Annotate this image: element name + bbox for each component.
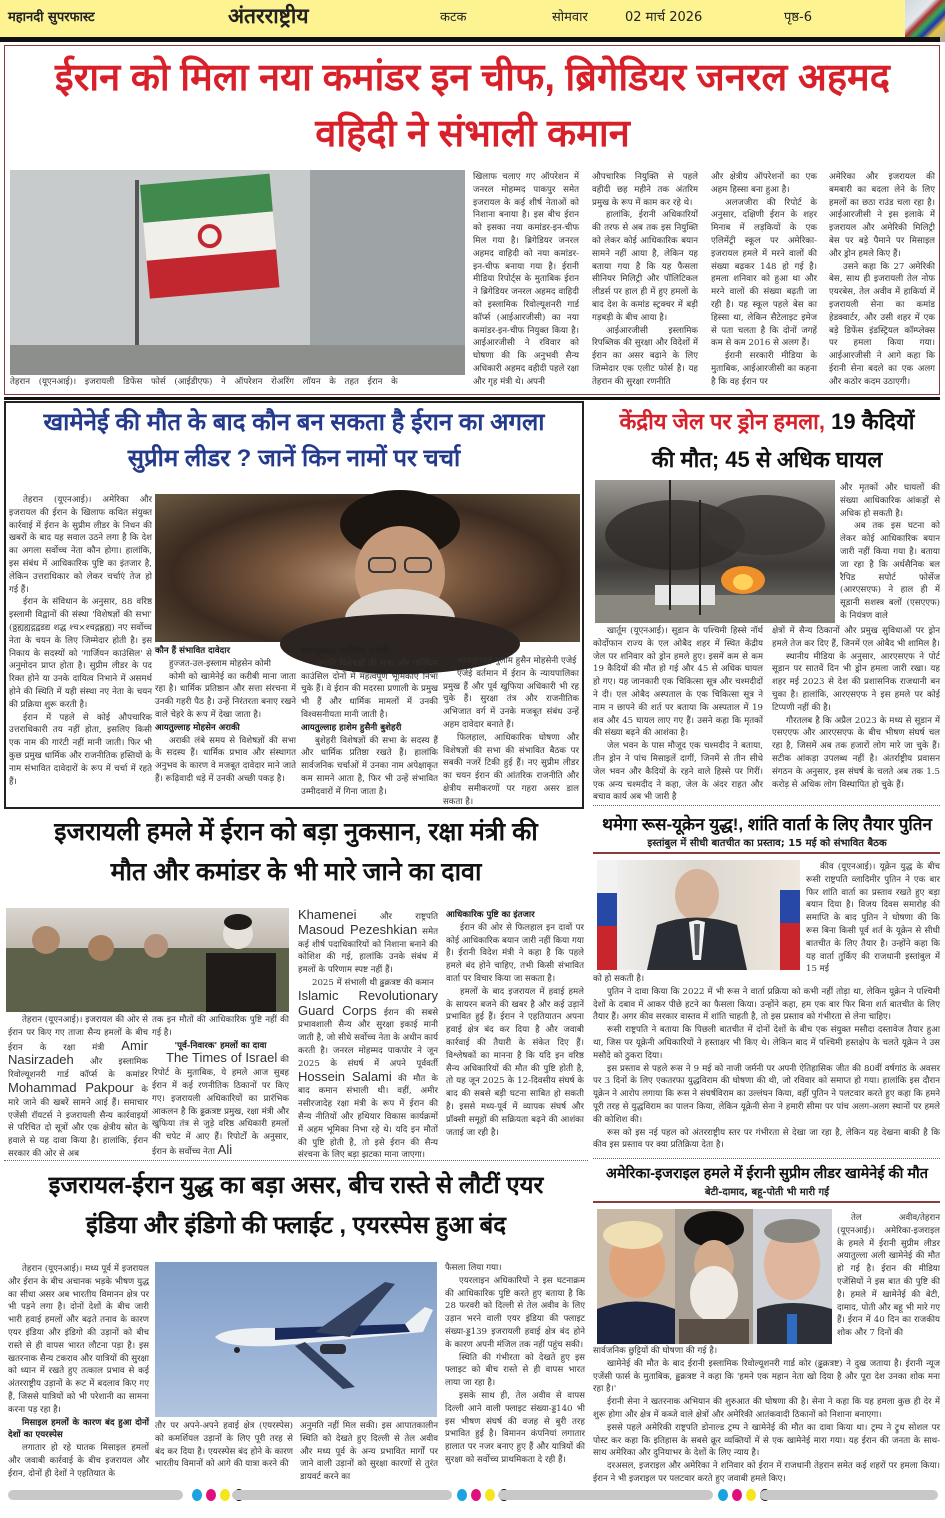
magenta-dot: [471, 1489, 481, 1501]
paper-name: महानदी सुपरफास्ट: [8, 10, 95, 25]
candidate-name: हुज्जत-उल-इस्लाम मोहसेन कोमी: [169, 658, 272, 669]
yellow-dot: [746, 1489, 756, 1501]
story6-side: [837, 1212, 940, 1345]
story4-col4: [446, 909, 584, 1157]
story3-col1: [593, 625, 763, 803]
headline-red-part: केंद्रीय जेल पर ड्रोन हमला,: [619, 409, 825, 434]
story2-col4: [443, 655, 579, 807]
city: कटक: [440, 10, 467, 25]
story5-headline: थमेगा रूस-यूक्रेन युद्ध!, शांति वार्ता के लिए तैयार पुतिन: [602, 815, 932, 834]
story7-col1: [8, 1263, 149, 1493]
story4-col1: [8, 1014, 149, 1159]
iranian-officials-photo: [6, 908, 289, 1012]
story6-subhead: बेटी-दामाद, बहू-पोती भी मारी गईं: [704, 1187, 830, 1198]
paragraph: बुशेहरी विशेषज्ञों की सभा के सदस्य हैं और धार्मिक प्रतिष्ठा रखते हैं। हालांकि सार्वजनिक चर्चाओं में उनका नाम अपेक्षाकृत कम सामने आता है, फिर भी उन्हें संभावित उम्मीदवारों में गिना जाता है।: [301, 735, 438, 797]
text-run: के मारे जाने की खबरें सामने आई हैं। समाचार एजेंसी रॉयटर्स ने इजरायली सैन्य कार्रवाइयों से परिचित दो सूत्रों और एक क्षेत्रीय स्रोत के हवाले से यह दावा किया है। हालांकि, ईरान सरकार की ओर से अब: [8, 1084, 149, 1159]
text-run: ईरान की सबसे प्रभावशाली सैन्य और सुरक्षा इकाई मानी जाती है, जो सीधे सर्वोच्च नेता के अधीन कार्य करती है। जनरल मोहम्मद पाकपोर ने जून 2025 के संघर्ष में अपने पूर्ववर्ती: [298, 1007, 439, 1069]
iran-flag-photo: [10, 170, 465, 375]
trump-khamenei-netanyahu-icon: [597, 1209, 832, 1344]
paragraph: आईआरजीसी इस्लामिक रिपब्लिक की सुरक्षा और विदेशों में ईरान का असर बढ़ाने के लिए जिम्मेदार एक एलीट फोर्स है। यह तेहरान की सुरक्षा रणनीति: [592, 325, 698, 387]
person-name: Ali: [217, 1141, 233, 1157]
story1-col4: [829, 171, 935, 389]
story2-col3: [301, 645, 438, 807]
section-divider: [4, 397, 940, 400]
headline-line: इजरायल-ईरान युद्ध का बड़ा असर, बीच रास्ते से लौटीं एयर: [48, 1172, 544, 1199]
paragraph: एजेई वर्तमान में ईरान के न्यायपालिका प्रमुख हैं और पूर्व खुफिया अधिकारी भी रह चुके हैं। सुरक्षा तंत्र और राजनीतिक अभिजात वर्ग में उनके मजबूत संबंध उन्हें अहम दावेदार बनाते हैं।: [443, 668, 579, 730]
putin-photo: [597, 860, 800, 970]
page-number: पृष्ठ-6: [784, 10, 813, 25]
story5-side: [806, 861, 940, 973]
paragraph: दरअसल, इजराइल और अमेरिका ने शनिवार को ईरान में राजधानी तेहरान समेत कई शहरों पर हमला किया। ईरान ने भी इजराइल पर पलटवार करते हुए जवाबी हमले किए।: [593, 1461, 940, 1484]
cyan-dot: [718, 1489, 728, 1501]
paragraph: खामेनेई की मौत के बाद ईरानी इस्लामिक रिवोल्यूशनरी गार्ड कोर (ढ्ढक्रत्रष्ट) ने दुख जताया है। ईरानी न्यूज एजेंसी फार्स के मुताबिक, ढ्ढक्रत्रष्ट ने कहा कि 'हमने एक महान नेता खो दिया है और पूरा देश उनका शोक मना रहा है।': [593, 1358, 940, 1395]
footer-bar-left: [8, 1490, 183, 1500]
headline-line: इजरायली हमले में ईरान को बड़ा नुकसान, रक्षा मंत्री की: [54, 818, 538, 846]
paragraph: तक इन मौतों की आधिकारिक पुष्टि नहीं की गई है।: [152, 1015, 289, 1038]
headline-line: सुप्रीम लीडर ? जानें किन नामों पर चर्चा: [127, 445, 461, 472]
story5-body: [593, 973, 940, 1158]
officials-group-icon: [6, 908, 289, 1012]
paragraph: अलजजीरा की रिपोर्ट के अनुसार, दक्षिणी ईरान के शहर मिनाब में लड़कियों के एक एलिमेंट्री स्कूल पर अमेरिका-इजरायल हमले में मरने वालों की संख्या बढ़कर 148 हो गई है। हमला शनिवार को हुआ था और मरने वालों की संख्या बढ़ती जा रही है। यह स्कूल पहले बेस का हिस्सा था, लेकिन सैटेलाइट इमेज से पता चलता है कि दोनों जगहें कम से कम 2016 से अलग हैं।: [711, 197, 817, 349]
story3-headline: [592, 403, 942, 479]
paragraph: लगातार हो रहे घातक मिसाइल हमलों और जवाबी कार्रवाई के बीच इजरायल और ईरान, दोनों ही देशों ने एहतियात के: [8, 1443, 149, 1479]
indigo-plane-photo: [155, 1262, 437, 1417]
paragraph: ईरान के संविधान के अनुसार, 88 वरिष्ठ इस्लामी विद्वानों की संस्था 'विशेषज्ञों की सभा' (ठ्ठह्यह्यद्गद्वडद्य शद्ध श्च×श्चद्गह्लह्य) नए सर्वोच्च नेता के चयन के लिए जिम्मेदार होती है। इस निकाय के सदस्यों को 'गार्जियन काउंसिल' से अनुमोदन प्राप्त होता है। सुप्रीम लीडर के पद रिक्त होने या उनके दायित्व निभाने में असमर्थ होने की स्थिति में यही संस्था नए नेता के चयन की प्रक्रिया शुरू करती है।: [9, 597, 152, 710]
paragraph: जेल भवन के पास मौजूद एक चश्मदीद ने बताया, तीन ड्रोन ने पांच मिसाइलें दागीं, जिनमें से तीन सीधे जेल भवन और कैदियों के रहने वाले हिस्से पर गिरीं। एक अन्य चश्मदीद ने कहा, जेल के अंदर राहत और बचाव कार्य अब भी जारी है: [593, 741, 763, 803]
dotted-divider: [593, 1158, 940, 1159]
paragraph: गौरतलब है कि अप्रैल 2023 के मध्य से सूडान में एसएएफ और आरएसएफ के बीच भीषण संघर्ष चल रहा है, जिसमें अब तक हजारों लोग मारे जा चुके हैं। सटीक आंकड़ा उपलब्ध नहीं है। अंतर्राष्ट्रीय प्रवासन संगठन के अनुसार, इस संघर्ष के चलते अब तक 1.5 करोड़ से अधिक लोग विस्थापित हो चुके हैं।: [772, 715, 940, 790]
story4-col2: [152, 1014, 289, 1156]
person-name: Masoud Pezeshkian: [298, 921, 418, 937]
paragraph: तेहरान (यूएनआई)। मध्य पूर्व में इजरायल और ईरान के बीच अचानक भड़के भीषण युद्ध का सीधा असर अब भारतीय विमानन क्षेत्र पर भी पड़ने लगा है। दोनों देशों के बीच जारी भारी हवाई हमलों और बढ़ते तनाव के कारण एयर इंडिया और इंडिगो की उड़ानों को बीच रास्ते से ही वापस भारत लौटना पड़ा है। इस खतरनाक सैन्य टकराव और यात्रियों की सुरक्षा को ध्यान में रखते हुए तत्काल प्रभाव से कई अंतरराष्ट्रीय उड़ानों के रूट में बदलाव किए गए हैं, जिससे यात्रियों को भी परेशानी का सामना करना पड़ रहा है।: [8, 1264, 149, 1415]
paragraph: खार्तूम (यूएनआई)। सूडान के पश्चिमी हिस्से नॉर्थ कोर्दोफान राज्य के एल ओबैद शहर में स्थित केंद्रीय जेल पर शनिवार को ड्रोन हमले हुए। इसमें कम से कम 19 कैदियों की मौत हो गई और 45 से अधिक घायल हो गए। यह जानकारी एक चिकित्सा सूत्र और चश्मदीदों ने दी। एल ओबैद अस्पताल के एक चिकित्सा सूत्र ने नाम न छापने की शर्त पर बताया कि अस्पताल में 19 शव और 45 घायल लाए गए हैं। उसने कहा कि मृतकों की संख्या बढ़ने की आशंका है।: [593, 626, 763, 739]
iran-flag-icon: [10, 170, 465, 375]
paragraph: फिलहाल, आधिकारिक घोषणा और विशेषज्ञों की सभा की संभावित बैठक पर सबकी नजरें टिकी हुई हैं। नए सुप्रीम लीडर का चयन ईरान की आंतरिक राजनीति और क्षेत्रीय समीकरणों पर गहरा असर डाल सकता है।: [443, 732, 579, 807]
paragraph: ईरान की ओर से फिलहाल इन दावों पर कोई आधिकारिक बयान जारी नहीं किया गया है। ईरानी विदेश मंत्री ने कहा है कि पहले हमले बंद होने चाहिए, तभी किसी संभावित वार्ता पर विचार किया जा सकता है।: [446, 922, 584, 984]
paragraph: अराकी लंबे समय से विशेषज्ञों की सभा के सदस्य हैं। धार्मिक प्रभाव और संस्थागत अनुभव के कारण वे मजबूत दावेदार माने जाते हैं। रूढ़िवादी धड़े में उनकी अच्छी पकड़ है।: [155, 735, 296, 784]
paragraph: अराफी विशेषज्ञों की सभा और गार्जियन काउंसिल दोनों में महत्वपूर्ण भूमिकाएं निभा चुके हैं। वे ईरान की मदरसा प्रणाली के प्रमुख भी हैं और धार्मिक मामलों में उनकी विश्वसनीयता मानी जाती है।: [301, 658, 438, 720]
subheading: आधिकारिक पुष्टि का इंतजार: [446, 910, 535, 920]
text-run: तेहरान (यूएनआई)। इजरायल की ओर से ईरान पर किए गए ताजा सैन्य हमलों के बीच ईरान के रक्षा मंत्री: [8, 1015, 148, 1053]
paragraph: रूसी राष्ट्रपति ने बताया कि पिछली बातचीत में दोनों देशों के बीच एक संयुक्त मसौदा दस्तावेज तैयार हुआ था, जिस पर यूक्रेनी अधिकारियों ने हस्ताक्षर भी किए थे। लेकिन बाद में पश्चिमी हस्तक्षेप के चलते यूक्रेन ने उस मसौदे को ठुकरा दिया।: [593, 1025, 940, 1061]
paragraph: स्थानीय मीडिया के अनुसार, आरएसएफ ने पोर्ट सूडान पर सातवें दिन भी ड्रोन हमला जारी रखा। यह शहर मई 2023 से देश की प्रशासनिक राजधानी बन चुका है। हालांकि, आरएसएफ ने इस हमले पर कोई टिप्पणी नहीं की है।: [772, 651, 940, 713]
paragraph: एयरलाइन अधिकारियों ने इस घटनाक्रम की आधिकारिक पुष्टि करते हुए बताया है कि 28 फरवरी को दिल्ली से तेल अवीव के लिए उड़ान भरने वाली एयर इंडिया की फ्लाइट संख्या-ड्ड139 इजरायली हवाई क्षेत्र बंद होने के कारण अपनी मंजिल तक नहीं पहुंच सकी।: [445, 1275, 585, 1350]
subheading: मिसाइल हमलों के कारण बंद हुआ दोनों देशों का एयरस्पेस: [8, 1417, 149, 1441]
headline-black-part: 19 कैदियों: [831, 409, 915, 434]
story6-body: [593, 1345, 940, 1490]
masthead-rule: [0, 37, 940, 42]
yellow-dot: [220, 1489, 230, 1501]
headline-line: इंडिया और इंडिगो की फ्लाईट , एयरस्पेस हुआ बंद: [85, 1212, 506, 1239]
dotted-divider: [593, 805, 940, 806]
story4-col3: [298, 907, 439, 1161]
paragraph: अमेरिका और इजरायल की बमबारी का बदला लेने के लिए हमलों का छठा राउंड चला रहा है। आईआरजीसी ने इस इलाके में इजरायल और अमेरिकी मिलिट्री बेस पर बड़े पैमाने पर मिसाइल और ड्रोन हमले किए हैं।: [829, 172, 935, 259]
paragraph: तेल अवीव/तेहरान (यूएनआई)। अमेरिका-इजराइल के हमले में ईरानी सुप्रीम लीडर अयातुल्ला अली खामेनेई की मौत हो गई है। ईरान की मीडिया एजेंसियों ने इस बात की पुष्टि की है। हमले में खामेनेई की बेटी, दामाद, पोती और बहू भी मारे गए हैं। ईरान में 40 दिन का राजकीय शोक और 7 दिनों की: [837, 1213, 940, 1339]
text-run: और इस्लामिक रिवोल्यूशनरी गार्ड कॉर्प्स के कमांडर: [8, 1057, 148, 1081]
leaders-photo: [597, 1209, 832, 1344]
headline-line: ईरान को मिला नया कमांडर इन चीफ, ब्रिगेडियर जनरल अहमद: [55, 57, 890, 99]
paragraph: को हो सकती है।: [593, 974, 645, 984]
magenta-dot: [206, 1489, 216, 1501]
issue-date: 02 मार्च 2026: [625, 10, 703, 25]
headline-line: वहिदी ने संभाली कमान: [315, 113, 630, 155]
flags-image: [905, 0, 945, 42]
paragraph: औपचारिक नियुक्ति से पहले वहीदी छह महीने तक अंतरिम प्रमुख के रूप में काम कर रहे थे।: [592, 172, 698, 208]
subheading: 'पूर्व-निवारक' हमलों का दावा: [174, 1040, 267, 1051]
organization-name: Islamic Revolutionary Guard Corps: [298, 987, 438, 1018]
story7-col4: [445, 1262, 585, 1492]
publication-name: The Times of Israel: [166, 1050, 278, 1066]
cyan-dot: [192, 1489, 202, 1501]
paragraph: कीव (यूएनआई)। यूक्रेन युद्ध के बीच रूसी राष्ट्रपति व्लादिमीर पुतिन ने एक बार फिर शांति वार्ता का प्रस्ताव रखते हुए बड़ा बयान दिया है। विजय दिवस समारोह की समाप्ति के बाद पुतिन ने घोषणा की कि रूस बिना किसी पूर्व शर्त के यूक्रेन से सीधी बातचीत के लिए तैयार है। उन्होंने कहा कि यह वार्ता तुर्किए की राजधानी इस्तांबुल में 15 मई: [806, 862, 940, 975]
paragraph: खिलाफ चलाए गए ऑपरेशन में जनरल मोहम्मद पाकपुर समेत इजरायल के कई शीर्ष नेताओं को निशाना बनाया है। इस बीच ईरान को इसका नया कमांडर-इन-चीफ मिल गया है। ब्रिगेडियर जनरल अहमद वाहिदी को नया कमांडर-इन-चीफ बनाया गया है। ईरानी मीडिया रिपोर्ट्स के मुताबिक ईरान ने ब्रिगेडियर जनरल अहमद वाहिदी को इस्लामिक रिवोल्यूशनरी गार्ड कॉर्प्स (आईआरजीसी) का नया कमांडर-इन-चीफ नियुक्त किया है। आईआरजीसी ने रविवार को घोषणा की कि अनुभवी सैन्य अधिकारी अहमद वहीदी पहले रक्षा और गृह मंत्री थे। अपनी: [473, 172, 579, 387]
paragraph: फैसला लिया गया।: [445, 1263, 502, 1273]
subheading: आयतुल्लाह मोहसेन अराकी: [155, 722, 240, 733]
dotted-divider: [4, 1160, 588, 1161]
paragraph: अनुमति नहीं मिल सकी। इस आपातकालीन स्थिति को देखते हुए दिल्ली से तेल अवीव और मध्य पूर्व के अन्य प्रभावित मार्गों पर जाने वाली उड़ानों को सुरक्षा कारणों से तुरंत डायवर्ट करने का: [300, 1421, 438, 1483]
paragraph: सार्वजनिक छुट्टियों की घोषणा की गई है।: [593, 1346, 718, 1356]
subheading: आयतुल्लाह अलीरेजा अराफी: [301, 646, 391, 656]
story1-caption: तेहरान (यूएनआई)। इजरायली डिफेंस फोर्स (आईडीएफ) ने ऑपरेशन रोअरिंग लॉयन के तहत ईरान के: [10, 377, 398, 387]
story7-headline: [4, 1166, 588, 1246]
story4-headline: [4, 812, 588, 892]
rule: [593, 852, 940, 854]
footer-bar-right: [760, 1490, 938, 1500]
paragraph: कोमी को खामेनेई का करीबी माना जाता रहा है। धार्मिक प्रतिष्ठान और सत्ता संरचना में उनकी गहरी पैठ है। उन्हें निरंतरता बनाए रखने वाले चेहरे के रूप में देखा जाता है।: [155, 671, 296, 720]
paragraph: क्षेत्रों में सैन्य ठिकानों और प्रमुख सुविधाओं पर ड्रोन हमले तेज कर दिए हैं, जिनमें एल ओबैद भी शामिल है।: [772, 626, 940, 649]
masthead: [0, 0, 945, 38]
section-title: अंतरराष्ट्रीय: [228, 4, 309, 28]
putin-portrait-icon: [597, 860, 800, 970]
story5-subhead: इस्तांबुल में सीधी बातचीत का प्रस्ताव; 15 मई को संभावित बैठक: [647, 838, 887, 849]
paragraph: उसने कहा कि 27 अमेरिकी बेस, साथ ही इजरायली तेल नोफ एयरबेस, तेल अवीव में हाकिर्या में इजरायली सेना का कमांड हेडक्वार्टर, और उसी शहर में एक बड़े डिफेंस इंडस्ट्रियल कॉम्प्लेक्स पर हमला किया गया। आईआरजीसी ने आगे कहा कि ईरानी सेना बदले का एक अलग और कठोर कदम उठाएगी।: [829, 261, 935, 387]
paragraph: ईरानी सेना ने खतरनाक अभियान की शुरुआत की घोषणा की है। सेना ने कहा कि यह हमला कुछ ही देर में शुरू होगा और क्षेत्र में कब्जे वाले क्षेत्रों और अमेरिकी आतंकवादी ठिकानों को निशाना बनाएगा।: [593, 1397, 940, 1420]
text-run: समेत कई शीर्ष पदाधिकारियों को निशाना बनाने की कोशिश की गई, हालांकि उनके संबंध में हमलों के परिणाम स्पष्ट नहीं हैं।: [298, 926, 438, 976]
subheading: कौन हैं संभावित दावेदार: [155, 646, 230, 656]
paragraph: इस प्रस्ताव से पहले रूस ने 9 मई को नाजी जर्मनी पर अपनी ऐतिहासिक जीत की 80वीं वर्षगांठ के अवसर पर 3 दिनों के लिए एकतरफा युद्धविराम की घोषणा की थी, जो रविवार को समाप्त हो गया। हालांकि इस दौरान यूक्रेन ने आरोप लगाया कि रूस ने संघर्षविराम का उल्लंघन किया, वहीं पुतिन ने पलटवार करते हुए कहा कि हमने पूरी तरह से युद्धविराम का पालन किया, लेकिन यूक्रेनी सेना ने हमारी सीमा पर पांच अलग-अलग स्थानों पर हमले की कोशिश की।: [593, 1063, 940, 1125]
subheading: 2025 में संभाली थी ढ्ढक्रत्रष्ट की कमान: [312, 977, 434, 988]
paragraph: इसके साथ ही, तेल अवीव से वापस दिल्ली आने वाली फ्लाइट संख्या-ड्ड140 भी इस भीषण संघर्ष की वजह से बुरी तरह प्रभावित हुई है। विमानन कंपनियां लगातार हालात पर नजर बनाए हुए हैं और यात्रियों की सुरक्षा को सर्वोच्च प्राथमिकता दे रही हैं।: [445, 1390, 585, 1465]
story1-col3: [711, 171, 817, 389]
paragraph: तेहरान (यूएनआई)। अमेरिका और इजरायल की ईरान के खिलाफ कथित संयुक्त कार्रवाई में ईरान के सुप्रीम लीडर के निधन की खबरों के बाद यह सवाल उठने लगा है कि देश का अगला सर्वोच्च नेता कौन होगा। हालांकि, इस संबंध में आधिकारिक पुष्टि का इंतजार है, लेकिन उत्तराधिकार को लेकर चर्चाएं तेज हो गई हैं।: [9, 495, 152, 595]
paragraph: और क्षेत्रीय ऑपरेशनों का एक अहम हिस्सा बना हुआ है।: [711, 172, 817, 195]
headline-line: खामेनेई की मौत के बाद कौन बन सकता है ईरान का अगला: [43, 409, 545, 436]
story7-col2: [155, 1420, 293, 1494]
paragraph: तौर पर अपने-अपने हवाई क्षेत्र (एयरस्पेस) को कमर्शियल उड़ानों के लिए पूरी तरह से बंद कर दिया है। एयरस्पेस बंद होने के कारण भारतीय विमानों को आगे की यात्रा करने की: [155, 1421, 293, 1470]
candidate-name: आयतुल्लाह गुलाम हुसैन मोहसेनी एजेई: [457, 656, 577, 666]
paragraph: स्थिति की गंभीरता को देखते हुए इस फ्लाइट को बीच रास्ते से ही वापस भारत लाया जा रहा है।: [445, 1352, 585, 1389]
subheading: आयतुल्लाह हाशेम हुसैनी बुशेहरी: [301, 722, 402, 733]
person-name: Khamenei: [298, 907, 357, 922]
smoke-fire-icon: [595, 480, 835, 623]
magenta-dot: [732, 1489, 742, 1501]
text-run: की रिपोर्ट के मुताबिक, ये हमले आज सुबह ईरान में कई रणनीतिक ठिकानों पर किए गए। इजरायली अधिकारियों का प्रारंभिक आकलन है कि ढ्ढक्रत्रष्ट प्रमुख, रक्षा मंत्री और खुफिया तंत्र से जुड़े वरिष्ठ अधिकारी हमलों की चपेट में आए हैं। रिपोर्टों के अनुसार, ईरान के सर्वोच्च नेता: [152, 1055, 290, 1157]
jail-drone-attack-photo: [595, 480, 835, 623]
yellow-dot: [485, 1489, 495, 1501]
person-name: Amir Nasirzadeh: [8, 1037, 148, 1068]
paragraph: रूस को इस नई पहल को अंतरराष्ट्रीय स्तर पर गंभीरता से देखा जा रहा है, लेकिन यह देखना बाकी है कि कीव इस प्रस्ताव पर क्या प्रतिक्रिया देता है।: [593, 1127, 940, 1151]
person-name: Mohammad Pakpour: [8, 1079, 134, 1095]
footer-bar-mid: [232, 1490, 452, 1500]
story2-col2: [155, 645, 296, 807]
paragraph: और मृतकों और घायलों की संख्या आधिकारिक आंकड़ों से अधिक हो सकती है।: [840, 483, 940, 519]
story7-col3: [300, 1420, 438, 1494]
story3-side: [840, 482, 940, 625]
khamenei-photo: [155, 494, 580, 642]
cyan-dot: [457, 1489, 467, 1501]
text-run: की मौत के बाद कमान संभाली थी। वहीं, अमीर नसीरजादेह रक्षा मंत्री के रूप में ईरान की सैन्य नीतियों और हथियार विकास कार्यक्रमों में अहम भूमिका निभा रहे थे। यदि इन मौतों की पुष्टि होती है, तो इसे ईरान की सैन्य संरचना के लिए बड़ा झटका माना जाएगा।: [298, 1073, 438, 1161]
weekday: सोमवार: [552, 10, 588, 25]
headline-line: की मौत; 45 से अधिक घायल: [651, 447, 883, 472]
story1-headline: [10, 50, 935, 162]
story2-headline: [8, 405, 580, 477]
paragraph: ईरानी सरकारी मीडिया के मुताबिक, आईआरजीसी का कहना है कि वह ईरान पर: [711, 351, 817, 387]
story3-col2: [772, 625, 940, 795]
paragraph: अब तक इस घटना को लेकर कोई आधिकारिक बयान जारी नहीं किया गया है। बताया जा रहा है कि अर्धसैनिक बल रैपिड सपोर्ट फोर्सेज (आरएसएफ) ने हाल ही में सूडानी सशस्त्र बलों (एसएएफ) के नियंत्रण वाले: [840, 521, 940, 621]
paragraph: हालांकि, ईरानी अधिकारियों की तरफ से अब तक इस नियुक्ति को लेकर कोई आधिकारिक बयान सामने नहीं आया है, लेकिन यह बताया गया है कि यह फैसला सीनियर मिलिट्री और पॉलिटिकल लीडर्स पर हाल ही में हुए हमलों के बाद देश के कमांड स्ट्रक्चर में बड़ी गड़बड़ी के बीच आया है।: [592, 210, 698, 323]
rule: [593, 1201, 940, 1203]
paragraph: हमलों के बाद इजरायल में हवाई हमले के सायरन बजने की खबर है और कई उड़ानें प्रभावित हुई हैं। ईरान ने एहतियातन अपना हवाई क्षेत्र बंद कर दिया है और जवाबी कार्रवाई की तैयारी के संकेत दिए हैं। विश्लेषकों का मानना है कि यदि इन वरिष्ठ सैन्य अधिकारियों की मौत की पुष्टि होती है, तो यह जून 2025 के 12-दिवसीय संघर्ष के बाद की सबसे बड़ी घटना साबित हो सकती है। इससे मध्य-पूर्व में व्यापक संघर्ष और प्रॉक्सी समूहों की सक्रियता बढ़ने की आशंका जताई जा रही है।: [446, 986, 584, 1138]
airplane-icon: [155, 1262, 437, 1417]
story2-col1: [9, 494, 152, 804]
headline-line: मौत और कमांडर के भी मारे जाने का दावा: [110, 858, 482, 886]
story1-col2: [592, 171, 698, 389]
footer-bar: [498, 1490, 713, 1500]
paragraph: इससे पहले अमेरिकी राष्ट्रपति डोनाल्ड ट्रम्प ने खामेनेई की मौत का दावा किया था। ट्रम्प ने ट्रुथ सोशल पर पोस्ट कर कहा कि इतिहास के सबसे क्रूर व्यक्तियों में से एक खामेनेई मारा गया। यह ईरान की जनता के साथ-साथ अमेरिका और दुनियाभर के देशों के लिए न्याय है।: [593, 1422, 940, 1459]
person-name: Hossein Salami: [298, 1068, 392, 1084]
text-run: और राष्ट्रपति: [379, 912, 438, 922]
paragraph: पुतिन ने दावा किया कि 2022 में भी रूस ने वार्ता प्रक्रिया को कभी नहीं तोड़ा था, लेकिन यूक्रेन ने पश्चिमी देशों के दबाव में आकर पीछे हटने का फैसला किया। उन्होंने कहा, हम एक बार फिर बिना शर्त बातचीत के लिए तैयार हैं। अगर कीव सरकार वास्तव में शांति चाहती है, तो इस प्रस्ताव को गंभीरता से लेना चाहिए।: [593, 986, 940, 1023]
story1-col1: [473, 171, 579, 389]
story6-headline: अमेरिका-इजराइल हमले में ईरानी सुप्रीम लीडर खामेनेई की मौत: [605, 1166, 929, 1182]
paragraph: ईरान में पहले से कोई औपचारिक उत्तराधिकारी तय नहीं होता, इसलिए किसी एक नाम की गारंटी नहीं मानी जाती। फिर भी कुछ प्रमुख धार्मिक और राजनीतिक हस्तियों के नाम संभावित दावेदारों के रूप में चर्चा में रहते हैं।: [9, 712, 152, 787]
khamenei-portrait-icon: [155, 494, 580, 642]
